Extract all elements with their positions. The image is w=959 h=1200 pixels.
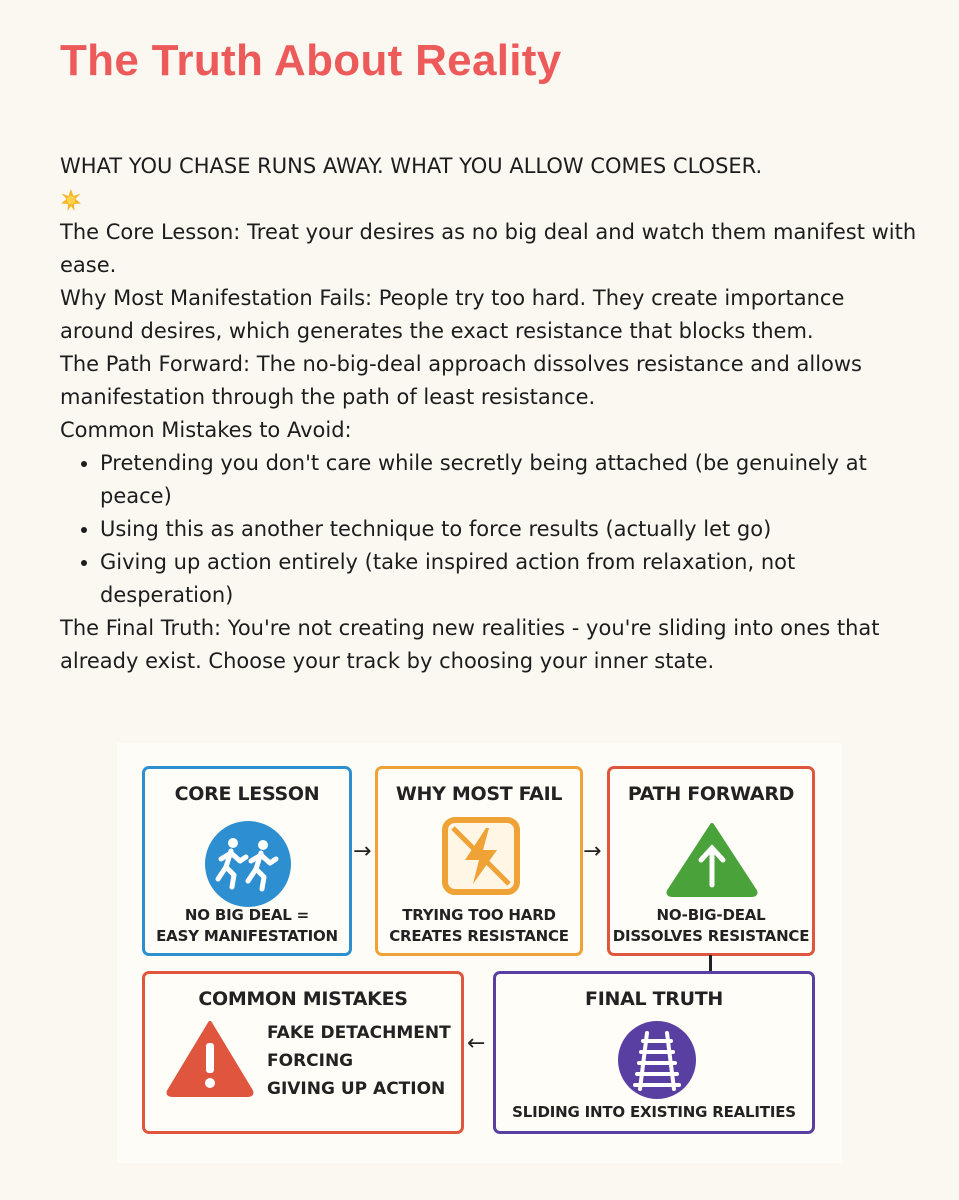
blocked-lightning-icon <box>441 816 521 896</box>
box-title: FINAL TRUTH <box>585 988 723 1010</box>
running-people-icon <box>203 819 293 909</box>
why-most-fail-box <box>375 766 583 956</box>
arrow-right-icon: → <box>583 839 602 864</box>
mistake-item: FAKE DETACHMENT <box>267 1023 451 1043</box>
final-truth-box <box>493 971 815 1134</box>
up-arrow-triangle-icon <box>665 821 759 897</box>
box-line: CREATES RESISTANCE <box>389 927 569 945</box>
list-item: • Pretending you don't care while secretly being attached (be genuinely at peace) <box>100 447 920 513</box>
arrow-right-icon: → <box>353 839 372 864</box>
arrow-left-icon: ← <box>467 1031 486 1056</box>
box-line: NO BIG DEAL = <box>184 906 310 924</box>
box-title: COMMON MISTAKES <box>198 988 408 1010</box>
list-item: • Using this as another technique to force results (actually let go) <box>100 513 920 546</box>
list-item: • Giving up action entirely (take inspired action from relaxation, not desperation) <box>100 546 920 612</box>
mistake-item: FORCING <box>267 1051 354 1071</box>
box-title: WHY MOST FAIL <box>395 783 563 805</box>
flow-diagram <box>117 743 842 1163</box>
article-body <box>60 150 920 678</box>
connector-line <box>709 955 712 971</box>
railway-track-icon <box>616 1019 698 1101</box>
mistake-item: GIVING UP ACTION <box>267 1079 446 1099</box>
box-line: EASY MANIFESTATION <box>156 927 338 945</box>
page-title: The Truth About Reality <box>60 36 562 85</box>
sun-icon <box>60 183 84 216</box>
core-lesson-paragraph: The Core Lesson: Treat your desires as no big deal and watch them manifest with ease. <box>60 220 917 277</box>
core-lesson-box <box>142 766 352 956</box>
box-line: NO-BIG-DEAL <box>656 906 766 924</box>
headline: WHAT YOU CHASE RUNS AWAY. WHAT YOU ALLOW COMES CLOSER. <box>60 154 763 178</box>
box-line: DISSOLVES RESISTANCE <box>612 927 810 945</box>
warning-triangle-icon <box>165 1019 255 1099</box>
mistakes-list <box>60 447 920 612</box>
path-forward-paragraph: The Path Forward: The no-big-deal approach dissolves resistance and allows manifestation through the path of least resistance. <box>60 352 862 409</box>
common-mistakes-box <box>142 971 464 1134</box>
path-forward-box <box>607 766 815 956</box>
mistakes-heading: Common Mistakes to Avoid: <box>60 418 352 442</box>
box-line: SLIDING INTO EXISTING REALITIES <box>512 1103 796 1121</box>
final-truth-paragraph: The Final Truth: You're not creating new realities - you're sliding into ones that already exist. Choose your track by choosing your inner state. <box>60 616 880 673</box>
box-title: PATH FORWARD <box>627 783 795 805</box>
box-line: TRYING TOO HARD <box>402 906 556 924</box>
box-title: CORE LESSON <box>174 783 320 805</box>
why-fails-paragraph: Why Most Manifestation Fails: People try too hard. They create importance around desires, which generates the exact resistance that blocks them. <box>60 286 845 343</box>
